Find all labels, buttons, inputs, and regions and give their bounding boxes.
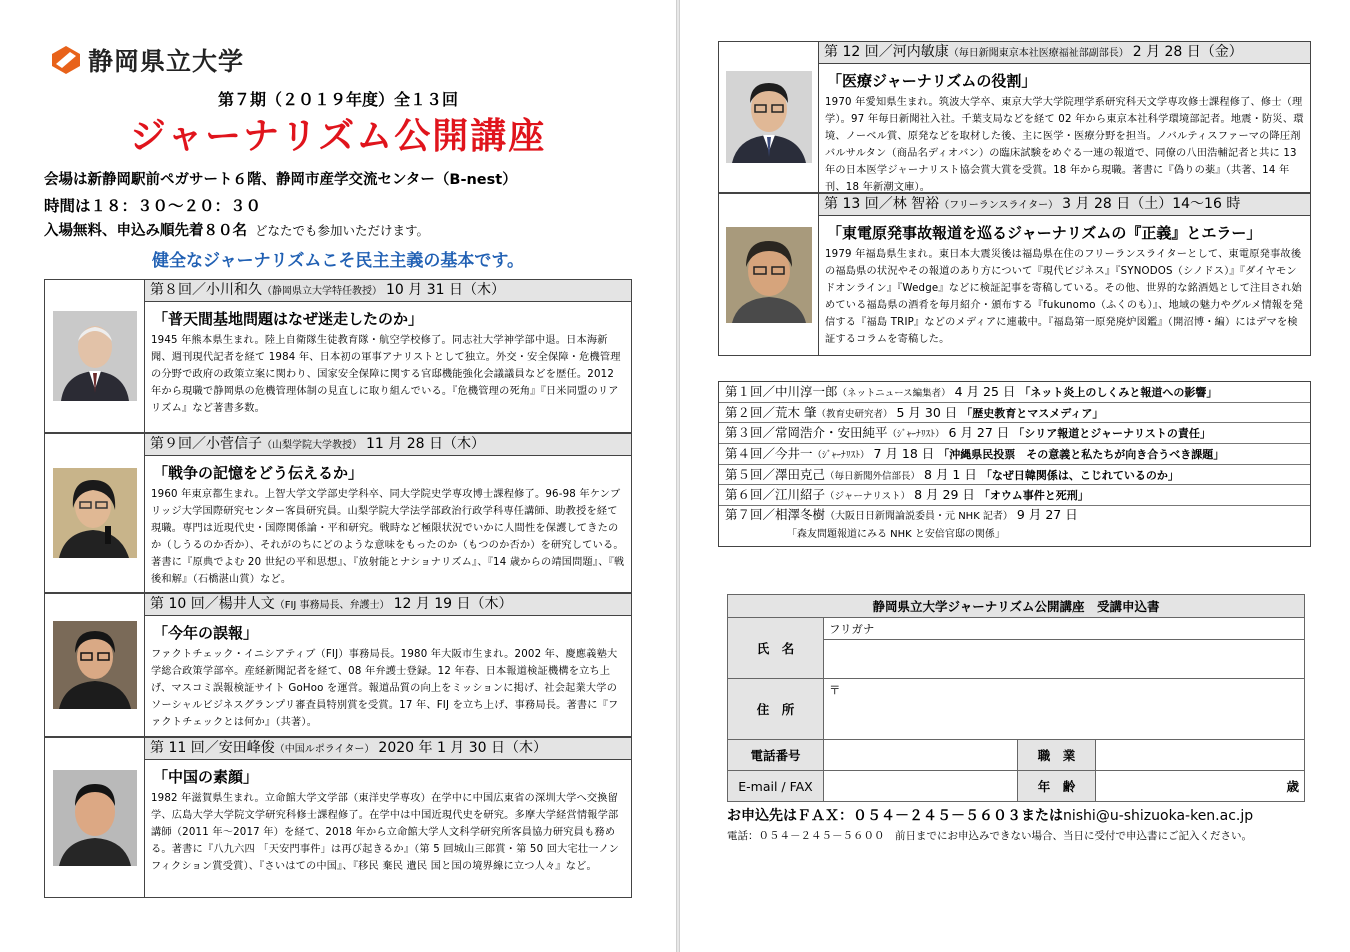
age-label: 年 齢 xyxy=(1018,771,1096,802)
lecture-date: 2 月 28 日（金） xyxy=(1132,44,1243,60)
lecturer-affiliation: （中国ルポライター） xyxy=(274,744,375,755)
lecture-title: 「医療ジャーナリズムの役割」 xyxy=(827,72,1037,90)
schedule-number: 第７回／相澤冬樹 xyxy=(725,507,826,523)
lecturer-affiliation: （静岡県立大学特任教授） xyxy=(262,286,382,297)
apply-email[interactable]: nishi@u-shizuoka-ken.ac.jp xyxy=(1063,808,1254,824)
name-label: 氏 名 xyxy=(728,617,824,678)
schedule-number: 第２回／荒木 肇 xyxy=(725,404,817,420)
lecturer-affiliation: （山梨学院大学教授） xyxy=(262,440,362,451)
schedule-title: 「なぜ日韓関係は、こじれているのか」 xyxy=(980,468,1179,482)
lecture-date: 3 月 28 日（土）14～16 時 xyxy=(1062,196,1241,212)
schedule-date: 8 月 29 日 xyxy=(914,487,975,503)
lecture-header xyxy=(145,738,631,760)
lecturer-bio: 1945 年熊本県生まれ。陸上自衛隊生徒教育隊・航空学校修了。同志社大学神学部中退。日本海新聞、週刊現代記者を経て 1984 年、日本初の軍事アナリストとして独立。外交・安全保障・危機管理の分野で政府の政策立案に関わり、国家安全保障に関する官邸機能強化会議議員などを歴任。2012 年から現職で静岡県の危機管理体制の見直しに取り組んでいる。『危機管理の死角』『日米同盟のリアリズム』など著書多数。 xyxy=(151,335,621,414)
age-field[interactable] xyxy=(1096,771,1305,802)
schedule-row xyxy=(719,465,1310,486)
lecture-header xyxy=(819,42,1310,64)
admission-text xyxy=(44,219,429,240)
apply-contact xyxy=(727,805,1253,825)
lecture-date: 12 月 19 日（木） xyxy=(393,596,513,612)
schedule-row xyxy=(719,382,1310,403)
schedule-date: 6 月 27 日 xyxy=(948,425,1010,441)
schedule-row xyxy=(719,444,1310,465)
application-form xyxy=(727,594,1305,802)
schedule-title: 「シリア報道とジャーナリストの責任」 xyxy=(1013,427,1211,441)
lecture-date: 2020 年 1 月 30 日（木） xyxy=(378,740,548,756)
schedule-number: 第３回／常岡浩介・安田純平 xyxy=(725,425,888,441)
schedule-number: 第１回／中川淳一郎 xyxy=(725,384,838,399)
schedule-affiliation: （ｼﾞｬｰﾅﾘｽﾄ） xyxy=(887,429,945,441)
lecture-card xyxy=(718,41,1311,193)
lecture-number: 第８回／小川和久 xyxy=(150,282,262,298)
series-subheading: 第７期（２０１９年度）全１３回 xyxy=(217,90,458,109)
schedule-row xyxy=(719,485,1310,506)
lecturer-photo xyxy=(45,594,145,736)
lecture-number: 第９回／小菅信子 xyxy=(150,436,262,452)
job-label: 職 業 xyxy=(1018,740,1096,771)
schedule-affiliation: （大阪日日新聞論説委員・元 NHK 記者） xyxy=(825,511,1013,523)
lecture-card xyxy=(718,193,1311,356)
lecture-card xyxy=(44,737,632,898)
lecture-title: 「中国の素顔」 xyxy=(153,768,259,786)
phone-label: 電話番号 xyxy=(728,740,824,771)
schedule-title: 「オウム事件と死刑」 xyxy=(978,489,1089,503)
person-photo-icon xyxy=(53,621,137,709)
person-photo-icon xyxy=(53,311,137,401)
page-title: ジャーナリズム公開講座 xyxy=(129,116,547,157)
schedule-title: 「歴史教育とマスメディア」 xyxy=(961,406,1104,420)
lecturer-photo xyxy=(719,42,819,192)
address-label: 住 所 xyxy=(728,679,824,740)
lecture-date: 10 月 31 日（木） xyxy=(386,282,505,298)
apply-phone: 電話：０５４－２４５－５６００ 前日までにお申込みできない場合、当日に受付で申込書にご記入ください。 xyxy=(727,830,1252,842)
lecturer-affiliation: （FIJ 事務局長、弁護士） xyxy=(274,600,390,611)
form-title: 静岡県立大学ジャーナリズム公開講座 受講申込書 xyxy=(728,595,1305,618)
schedule-title: 「森友問題報道にみる NHK と安倍官邸の関係」 xyxy=(787,529,1005,541)
lecturer-bio: 1979 年福島県生まれ。東日本大震災後は福島県在住のフリーランスライターとして、東電原発事故後の福島県の状況やその報道のあり方について『現代ビジネス』『SYNODOS（シノドス）』『ダイヤモンドオンライン』『Wedge』などに検証記事を寄稿している。その他、世界的な銘酒処として注目され始めている福島県の酒肴を毎月紹介・頒布する『fukunomo（ふくのも）』、地域の魅力やグルメ情報を発信する『福島 TRIP』などのメディアに連載中。『福島第一原発廃炉図鑑』（開沼博・編）にはデマを検証するコラムを寄稿した。 xyxy=(825,249,1303,345)
venue-text: 会場は新静岡駅前ペガサート６階、静岡市産学交流センター（B-nest） xyxy=(44,172,517,188)
name-field[interactable] xyxy=(824,640,1305,679)
lecture-number: 第 13 回／林 智裕 xyxy=(824,196,940,212)
email-field[interactable] xyxy=(824,771,1018,802)
schedule-number: 第５回／澤田克己 xyxy=(725,466,826,482)
lecturer-affiliation: （フリーランスライター） xyxy=(939,200,1059,211)
phone-field[interactable] xyxy=(824,740,1018,771)
schedule-affiliation: （ジャーナリスト） xyxy=(825,491,911,503)
slogan: 健全なジャーナリズムこそ民主主義の基本です。 xyxy=(152,251,524,271)
university-name: 静岡県立大学 xyxy=(88,47,245,76)
schedule-date: 4 月 25 日 xyxy=(954,384,1016,399)
lecture-title: 「東電原発事故報道を巡るジャーナリズムの『正義』とエラー」 xyxy=(827,224,1262,242)
lecture-title: 「戦争の記憶をどう伝えるか」 xyxy=(153,464,364,482)
schedule-number: 第４回／今井一 xyxy=(725,446,813,462)
lecture-number: 第 12 回／河内敏康 xyxy=(824,44,949,60)
lecture-header xyxy=(145,594,631,616)
past-lecture-schedule xyxy=(718,381,1311,547)
schedule-affiliation: （ｼﾞｬｰﾅﾘｽﾄ） xyxy=(812,450,870,462)
schedule-number: 第６回／江川紹子 xyxy=(725,487,826,503)
schedule-title: 「沖縄県民投票 その意義と私たちが向き合うべき課題」 xyxy=(938,448,1225,462)
schedule-title: 「ネット炎上のしくみと報道への影響」 xyxy=(1019,386,1218,399)
person-photo-icon xyxy=(53,468,137,558)
university-logo xyxy=(50,43,244,77)
schedule-affiliation: （ネットニュース編集者） xyxy=(837,388,951,399)
schedule-date: 5 月 30 日 xyxy=(896,404,958,420)
age-unit: 歳 xyxy=(1286,779,1299,795)
apply-fax: お申込先はＦＡＸ：０５４－２４５－５６０３または xyxy=(727,808,1063,824)
lecturer-bio: 1960 年東京都生まれ。上智大学文学部史学科卒、同大学院史学専攻博士課程修了。96-98 年ケンブリッジ大学国際研究センター客員研究員。山梨学院大学法学部政治行政学科専任講師、助教授を経て現職。専門は近現代史・国際関係論・平和研究。戦時など極限状況でいかに人間性を保護してきたのか（しうるのか否か）、それがのちにどのような意味をもったのか（もつのか否か）を研究している。著書に『原典でよむ 20 世紀の平和思想』、『放射能とナショナリズム』、『14 歳からの靖国問題』、『戦後和解』（石橋湛山賞）など。 xyxy=(151,489,625,585)
lecturer-photo xyxy=(45,280,145,432)
lecture-header xyxy=(145,434,631,456)
schedule-row xyxy=(719,403,1310,424)
email-label: E-mail / FAX xyxy=(728,771,824,802)
admission-note: どなたでも参加いただけます。 xyxy=(255,223,430,238)
job-field[interactable] xyxy=(1096,740,1305,771)
lecture-card xyxy=(44,433,632,593)
schedule-date: 8 月 1 日 xyxy=(924,466,977,482)
schedule-row xyxy=(719,423,1310,444)
admission-main: 入場無料、申込み順先着８０名 xyxy=(44,223,247,239)
lecturer-photo xyxy=(45,738,145,897)
lecturer-bio: 1982 年滋賀県生まれ。立命館大学文学部（東洋史学専攻）在学中に中国広東省の深圳大学へ交換留学、広島大学大学院文学研究科修士課程修了。在学中は中国近現代史を研究。多摩大学経営情報学部講師（2011 年～2017 年）を経て、2018 年から立命館大学人文科学研究所客員協力研究員も務める。著書に『八九六四 「天安門事件」は再び起きるか』（第 5 回城山三郎賞・第 50 回大宅壮一ノンフィクション賞受賞）、『さいはての中国』、『移民 棄民 遺民 国と国の境界線に立つ人々』など。 xyxy=(151,793,619,872)
furigana-field[interactable]: フリガナ xyxy=(824,617,1305,640)
person-photo-icon xyxy=(726,227,812,323)
time-text: 時間は１８：３０～２０：３０ xyxy=(44,197,262,215)
schedule-affiliation: （毎日新聞外信部長） xyxy=(825,470,921,482)
lecture-header xyxy=(145,280,631,302)
lecturer-photo xyxy=(719,194,819,355)
lecture-date: 11 月 28 日（木） xyxy=(366,436,485,452)
lecture-header xyxy=(819,194,1310,216)
address-field[interactable]: 〒 xyxy=(824,679,1305,740)
lecturer-bio: 1970 年愛知県生まれ。筑波大学卒、東京大学大学院理学系研究科天文学専攻修士課程修了、修士（理学）。97 年毎日新聞社入社。千葉支局などを経て 02 年から東京本社科学環境部記者。地震・防災、環境、ノーベル賞、原発などを取材した後、主に医学・医療分野を担当。ノバルティスファーマの降圧剤バルサルタン（商品名ディオバン）の臨床試験をめぐる一連の報道で、同僚の八田浩輔記者と共に 13 年の日本医学ジャーナリスト協会賞大賞を受賞。18 年から現職。著書に『偽りの薬』（共著、14 年刊、18 年新潮文庫）。 xyxy=(825,97,1304,193)
lecturer-photo xyxy=(45,434,145,592)
schedule-date: 9 月 27 日 xyxy=(1016,507,1078,523)
lecture-title: 「普天間基地問題はなぜ迷走したのか」 xyxy=(153,310,424,328)
lecturer-bio: ファクトチェック・イニシアティブ（FIJ）事務局長。1980 年大阪市生まれ。2002 年、慶應義塾大学総合政策学部卒。産経新聞記者を経て、08 年弁護士登録。12 年春、日本報道検証機構を立ち上げ、マスコミ誤報検証サイト GoHoo を運営。報道品質の向上をミッションに掲げ、社会起業大学のソーシャルビジネスグランプリ審査員特別賞を受賞。17 年、FIJ を立ち上げ、事務局長。著書に『ファクトチェックとは何か』（共著）。 xyxy=(151,649,619,728)
lecturer-affiliation: （毎日新聞東京本社医療福祉部副部長） xyxy=(948,48,1129,59)
schedule-date: 7 月 18 日 xyxy=(873,446,935,462)
schedule-row xyxy=(719,506,1310,526)
schedule-affiliation: （教育史研究者） xyxy=(816,408,893,420)
lecture-number: 第 10 回／楊井人文 xyxy=(150,596,275,612)
university-logo-icon xyxy=(50,44,82,76)
lecture-card xyxy=(44,279,632,433)
lecture-title: 「今年の誤報」 xyxy=(153,624,259,642)
person-photo-icon xyxy=(53,770,137,866)
lecture-card xyxy=(44,593,632,737)
person-photo-icon xyxy=(726,71,812,163)
lecture-number: 第 11 回／安田峰俊 xyxy=(150,740,275,756)
